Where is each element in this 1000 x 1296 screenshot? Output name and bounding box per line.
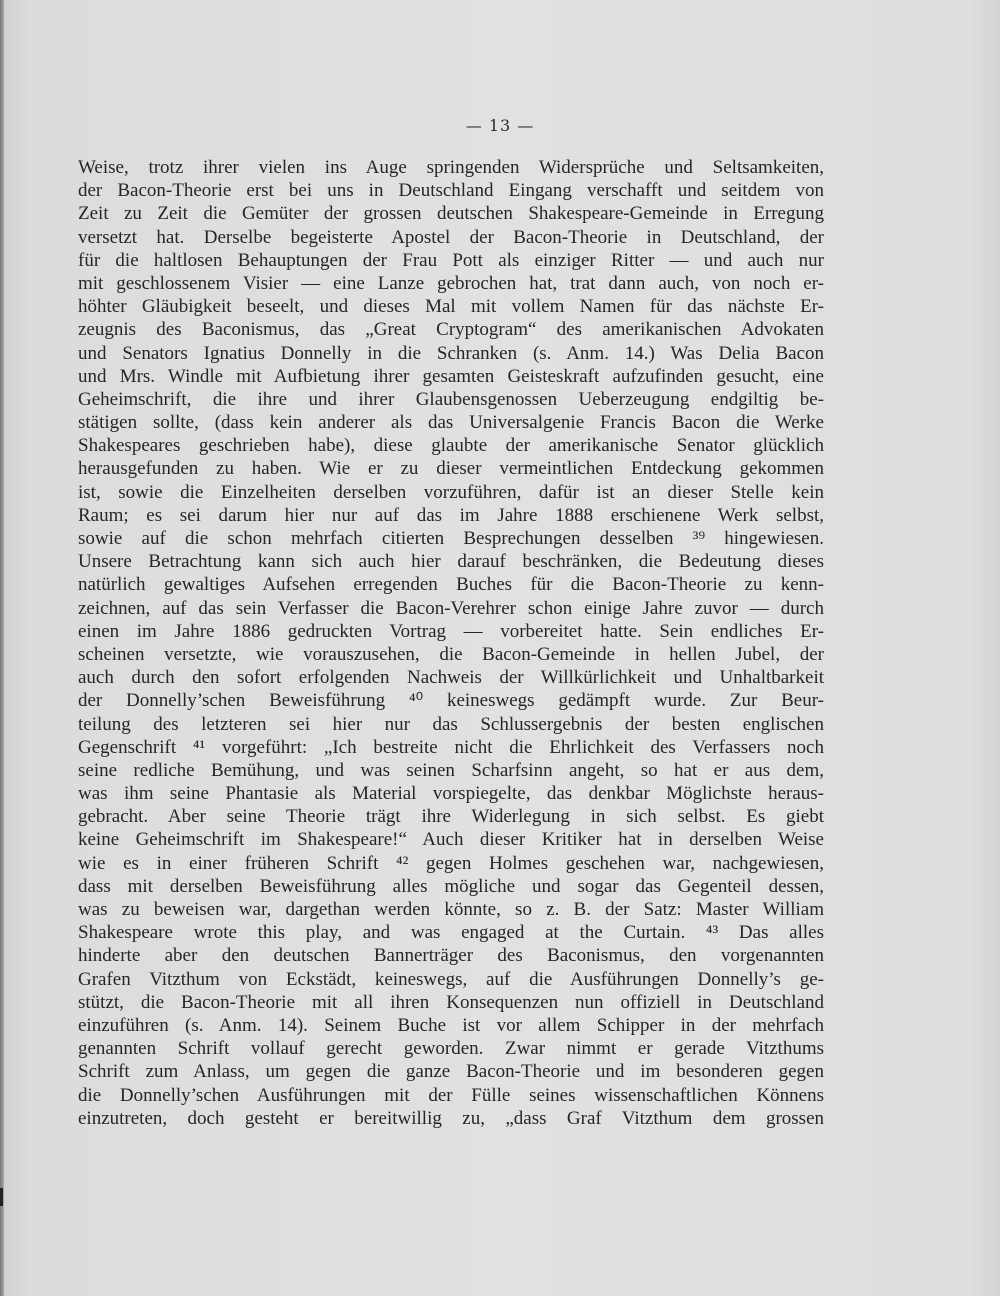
text-line: der Bacon-Theorie erst bei uns in Deutschland Eingang verschafft und seitdem von — [78, 180, 824, 202]
text-line: teilung des letzteren sei hier nur das Schlussergebnis der besten englischen — [78, 713, 824, 735]
text-line: Raum; es sei darum hier nur auf das im Jahre 1888 erschienene Werk selbst, — [78, 504, 824, 526]
text-line: keine Geheimschrift im Shakespeare!“ Auch dieser Kritiker hat in derselben Weise — [78, 829, 824, 851]
text-line: versetzt hat. Derselbe begeisterte Apostel der Bacon-Theorie in Deutschland, der — [78, 226, 824, 248]
text-line: Grafen Vitzthum von Eckstädt, keineswegs, auf die Ausführungen Donnelly’s ge- — [78, 968, 824, 990]
text-line: Gegenschrift ⁴¹ vorgeführt: „Ich bestreite nicht die Ehrlichkeit des Verfassers noch — [78, 736, 824, 758]
text-line: einzutreten, doch gesteht er bereitwillig zu, „dass Graf Vitzthum dem grossen — [78, 1107, 824, 1129]
text-line: ist, sowie die Einzelheiten derselben vorzuführen, dafür ist an dieser Stelle kein — [78, 481, 824, 503]
page-number: — 13 — — [465, 116, 535, 135]
text-line: Schrift zum Anlass, um gegen die ganze Bacon-Theorie und im besonderen gegen — [78, 1061, 824, 1083]
text-line: stützt, die Bacon-Theorie mit all ihren Konsequenzen nun offiziell in Deutschland — [78, 991, 824, 1013]
binding-mark — [0, 1188, 3, 1206]
text-line: der Donnelly’schen Beweisführung ⁴⁰ keineswegs gedämpft wurde. Zur Beur- — [78, 690, 824, 712]
text-line: einen im Jahre 1886 gedruckten Vortrag — vorbereitet hatte. Sein endliches Er- — [78, 620, 824, 642]
text-line: was zu beweisen war, dargethan werden könnte, so z. B. der Satz: Master William — [78, 899, 824, 920]
text-line: höhter Gläubigkeit beseelt, und dieses Mal mit vollem Namen für das nächste Er- — [78, 296, 824, 318]
text-line: die Donnelly’schen Ausführungen mit der Fülle seines wissenschaftlichen Könnens — [78, 1084, 824, 1106]
text-line: hinderte aber den deutschen Bannerträger des Baconismus, den vorgenannten — [78, 945, 824, 967]
page-binding-edge — [0, 0, 4, 1296]
text-line: mit geschlossenem Visier — eine Lanze gebrochen hat, trat dann auch, von noch er- — [78, 272, 824, 294]
text-line: zeugnis des Baconismus, das „Great Cryptogram“ des amerikanischen Advokaten — [78, 319, 824, 341]
text-line: auch durch den sofort erfolgenden Nachweis der Willkürlichkeit und Unhaltbarkeit — [78, 667, 824, 689]
text-line: genannten Schrift vollauf gerecht geworden. Zwar nimmt er gerade Vitzthums — [78, 1038, 824, 1060]
text-line: einzuführen (s. Anm. 14). Seinem Buche ist vor allem Schipper in der mehrfach — [78, 1014, 824, 1036]
text-line: dass mit derselben Beweisführung alles mögliche und sogar das Gegenteil dessen, — [78, 875, 824, 897]
text-line: Unsere Betrachtung kann sich auch hier darauf beschränken, die Bedeutung dieses — [78, 551, 824, 573]
text-line: zeichnen, auf das sein Verfasser die Bacon-Verehrer schon einige Jahre zuvor — durch — [78, 597, 824, 619]
text-line: Shakespeares geschrieben habe), diese glaubte der amerikanische Senator glücklich — [78, 435, 824, 457]
text-line: Zeit zu Zeit die Gemüter der grossen deutschen Shakespeare-Gemeinde in Erregung — [78, 203, 824, 225]
text-line: was ihm seine Phantasie als Material vorspiegelte, das denkbar Möglichste heraus- — [78, 783, 824, 805]
text-line: natürlich gewaltiges Aufsehen erregenden Buches für die Bacon-Theorie zu kenn- — [78, 574, 824, 596]
text-line: und Mrs. Windle mit Aufbietung ihrer gesamten Geisteskraft aufzufinden gesucht, eine — [78, 365, 824, 387]
text-line: sowie auf die schon mehrfach citierten Besprechungen desselben ³⁹ hingewiesen. — [78, 528, 824, 549]
text-line: und Senators Ignatius Donnelly in die Schranken (s. Anm. 14.) Was Delia Bacon — [78, 342, 824, 364]
text-line: Weise, trotz ihrer vielen ins Auge springenden Widersprüche und Seltsamkeiten, — [78, 157, 824, 178]
text-line: für die haltlosen Behauptungen der Frau Pott als einziger Ritter — und auch nur — [78, 249, 824, 271]
text-line: Shakespeare wrote this play, and was engaged at the Curtain. ⁴³ Das alles — [78, 922, 824, 944]
text-line: stätigen sollte, (dass kein anderer als das Universalgenie Francis Bacon die Werke — [78, 412, 824, 434]
body-text — [78, 156, 824, 1130]
text-line: Geheimschrift, die ihre und ihrer Glaubensgenossen Ueberzeugung endgiltig be- — [78, 388, 824, 410]
text-line: scheinen versetzte, wie vorauszusehen, die Bacon-Gemeinde in hellen Jubel, der — [78, 643, 824, 665]
text-line: seine redliche Bemühung, und was seinen Scharfsinn angeht, so hat er aus dem, — [78, 759, 824, 781]
text-line: wie es in einer früheren Schrift ⁴² gegen Holmes geschehen war, nachgewiesen, — [78, 852, 824, 874]
text-line: herausgefunden zu haben. Wie er zu dieser vermeintlichen Entdeckung gekommen — [78, 458, 824, 480]
text-line: gebracht. Aber seine Theorie trägt ihre Widerlegung in sich selbst. Es giebt — [78, 806, 824, 828]
